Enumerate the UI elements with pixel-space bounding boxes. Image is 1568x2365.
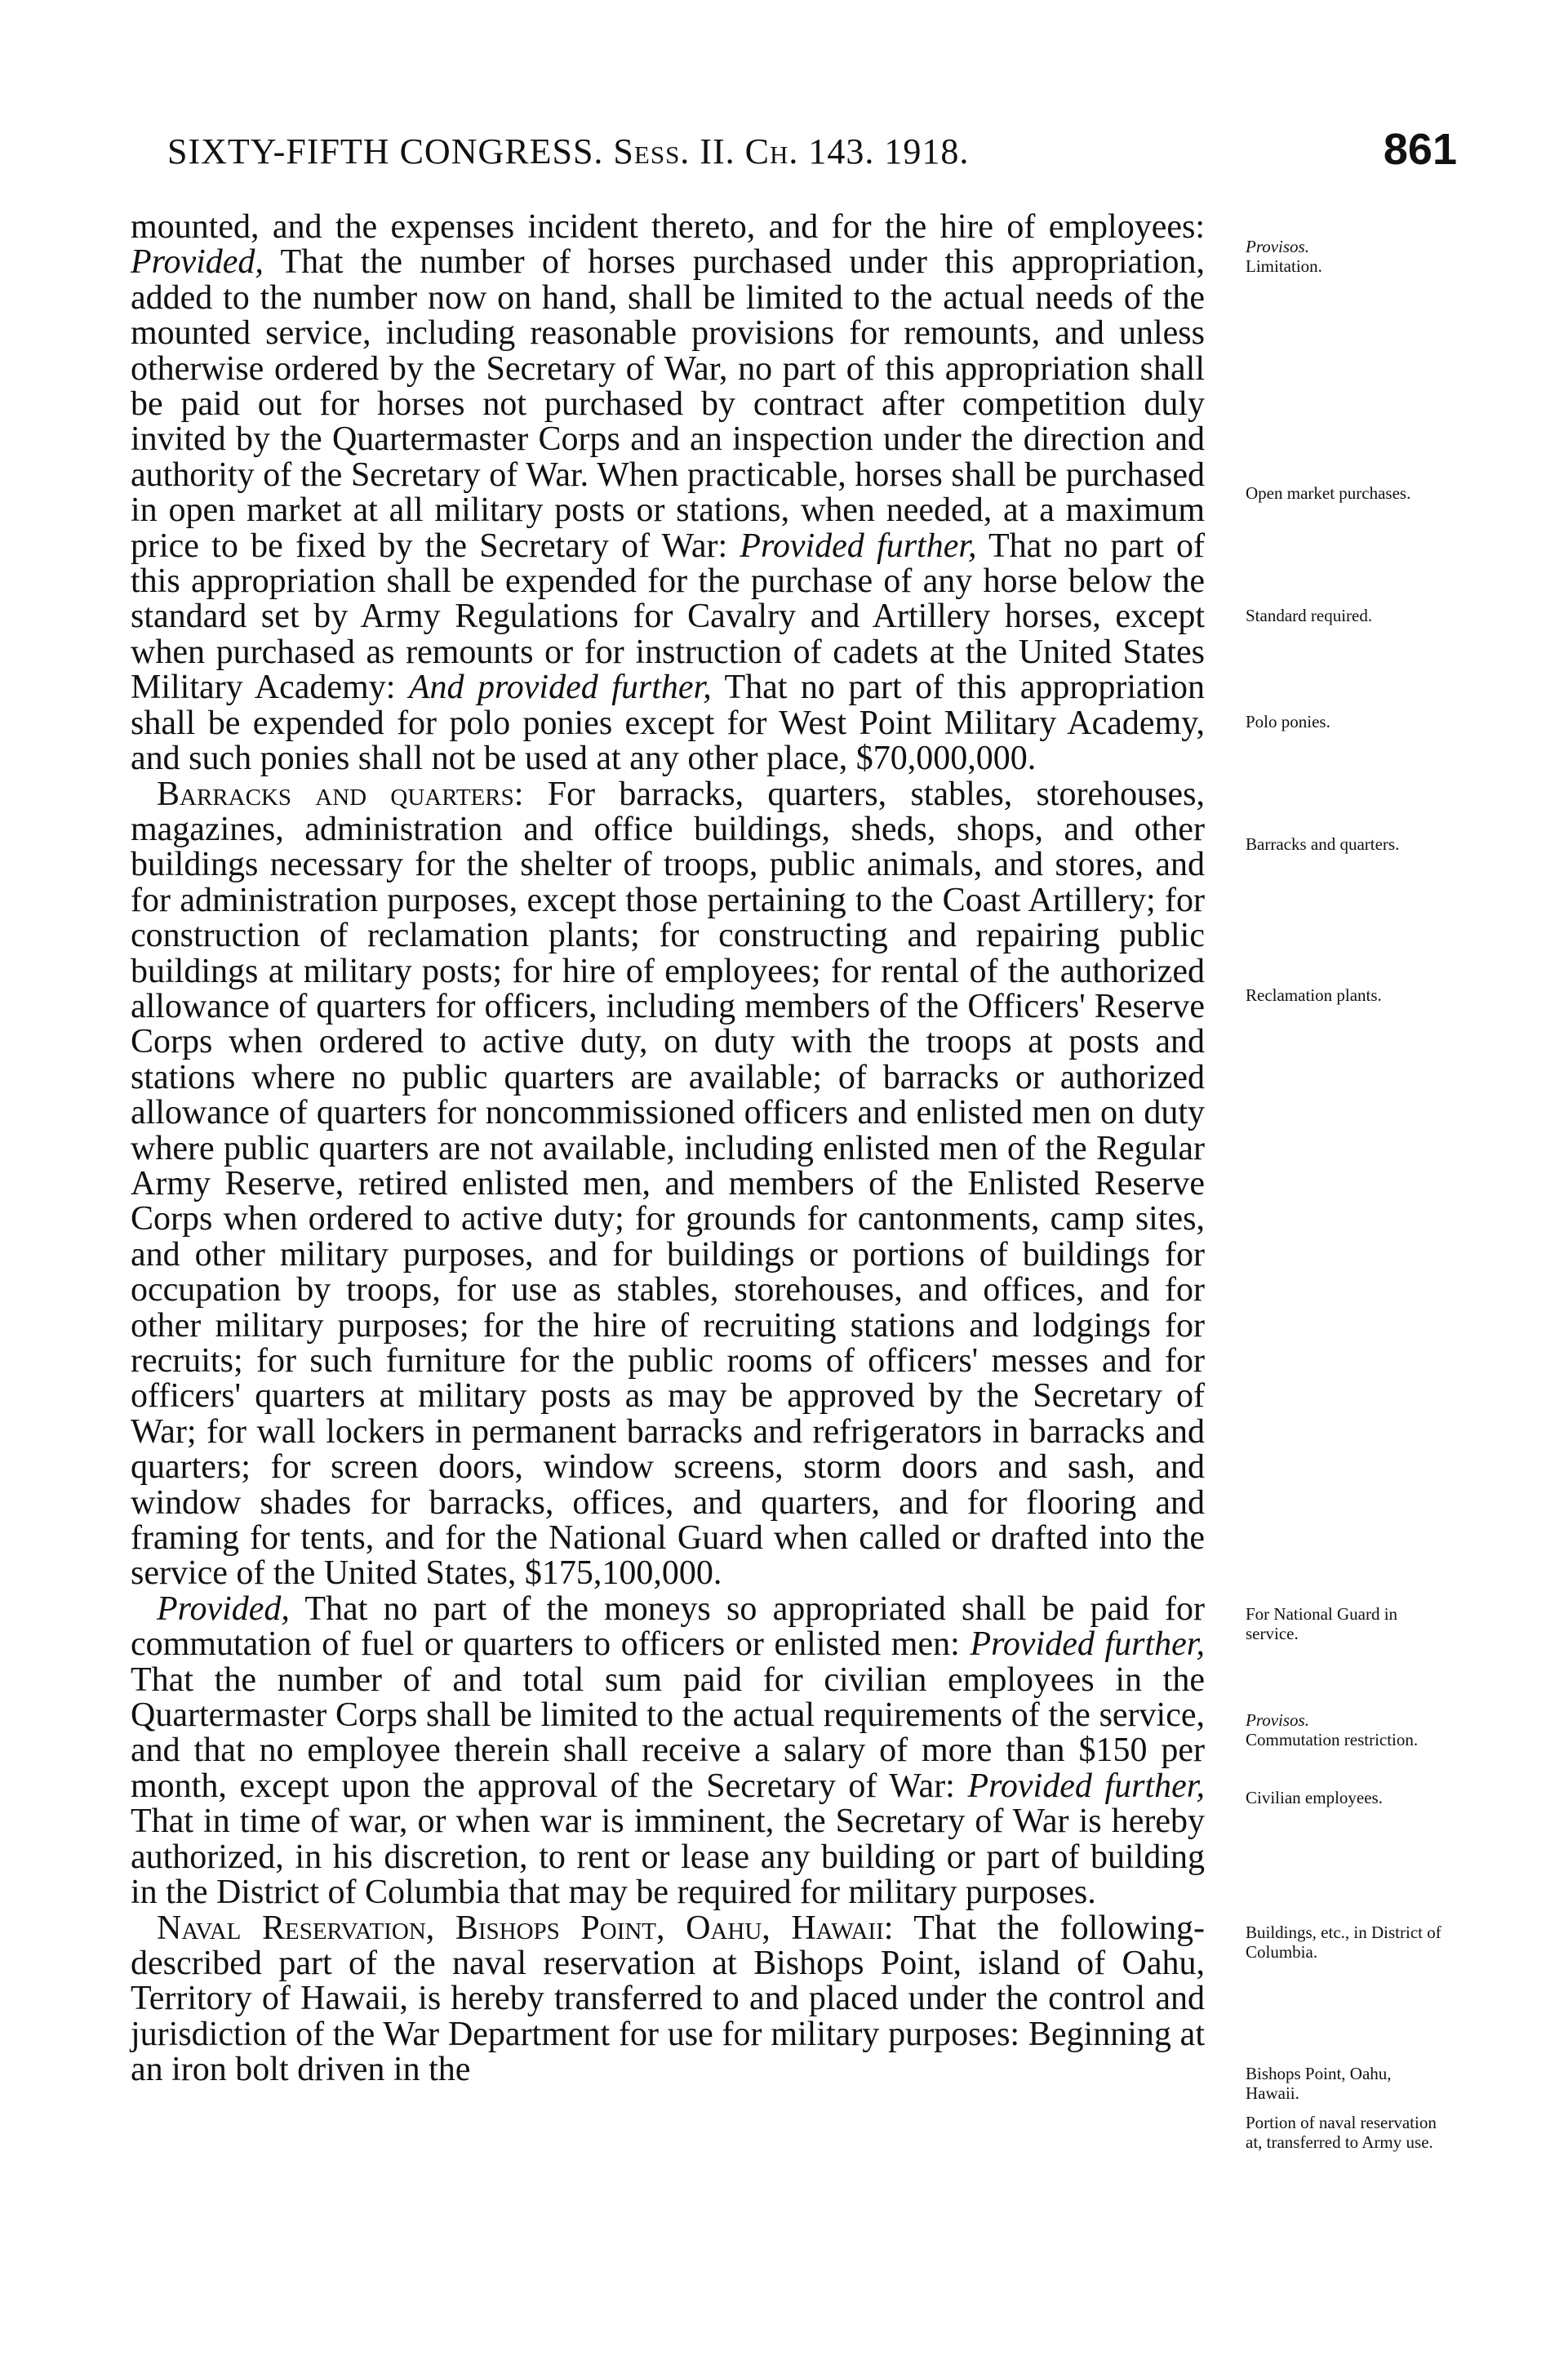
margin-note-civilian: Civilian employees. [1246, 1788, 1383, 1807]
proviso-keyword: Provided further, [970, 1625, 1205, 1664]
margin-note-polo: Polo ponies. [1246, 712, 1330, 731]
margin-note-reclamation: Reclamation plants. [1246, 985, 1382, 1005]
paragraph-provisos [131, 1589, 1205, 1912]
text-run: That no part of this appropriation shall be expended for the purchase of any horse below the standard set by Army Regulations for Cavalry and Artillery horses, except when purchased as remounts or for instruction of cadets at the United States Military Academy: [131, 527, 1205, 707]
text-run: That in time of war, or when war is imminent, the Secretary of War is hereby authorized, in his discretion, to rent or lease any building or part of building in the District of Columbia that may be required for military purposes. [131, 1803, 1205, 1912]
margin-note-standard: Standard required. [1246, 606, 1373, 625]
margin-note-open-market: Open market purchases. [1246, 483, 1411, 503]
section-heading: Naval Reservation, Bishops Point, Oahu, Hawaii: [157, 1909, 894, 1947]
section-heading: Barracks and quarters: [157, 775, 524, 813]
margin-note-barracks: Barracks and quarters. [1246, 834, 1400, 854]
proviso-keyword: Provided further, [967, 1767, 1205, 1805]
margin-note-text: Limitation. [1246, 256, 1322, 276]
page-number: 861 [1383, 125, 1457, 174]
statute-text [131, 210, 1205, 2088]
margin-note-bishops-point: Bishops Point, Oahu, Hawaii. [1246, 2064, 1392, 2103]
margin-note-heading: Provisos. [1246, 1710, 1309, 1730]
text-run: That no part of the moneys so appropriated shall be paid for commutation of fuel or quarters to officers or enlisted men: [131, 1589, 1205, 1664]
session-label: Sess. II. [613, 131, 735, 171]
paragraph-barracks [131, 777, 1205, 1592]
margin-note-national-guard: For National Guard in service. [1246, 1604, 1398, 1643]
congress-title: SIXTY-FIFTH CONGRESS. [167, 131, 604, 171]
proviso-keyword: And provided further, [408, 669, 712, 707]
margin-note-naval-transfer: Portion of naval reservation at, transferred to Army use. [1246, 2113, 1437, 2152]
paragraph-horses [131, 210, 1205, 777]
page-header [167, 125, 1457, 196]
chapter-label: Ch. 143. [744, 131, 875, 171]
margin-note-dc-buildings: Buildings, etc., in District of Columbia. [1246, 1923, 1441, 1962]
text-run: That no part of this appropriation shall be expended for polo ponies except for West Point Military Academy, and such ponies shall not be used at any other place, $70,000,000. [131, 669, 1205, 778]
text-run: mounted, and the expenses incident thereto, and for the hire of employees: [131, 208, 1205, 246]
proviso-keyword: Provided further, [740, 527, 977, 565]
running-head [167, 131, 969, 172]
text-run: That the following-described part of the naval reservation at Bishops Point, island of Oahu, Territory of Hawaii, is hereby transferred to and placed under the control and jurisdiction of the War Department for use for military purposes: Beginning at an iron bolt driven in the [131, 1909, 1205, 2089]
proviso-keyword: Provided, [131, 243, 264, 282]
text-run: For barracks, quarters, stables, storehouses, magazines, administration and office buildings, sheds, shops, and other buildings necessary for the shelter of troops, public animals, and stores, and for administration purposes, except those pertaining to the Coast Artillery; for construction of reclamation plants; for constructing and repairing public buildings at military posts; for hire of employees; for rental of the authorized allowance of quarters for officers, including members of the Officers' Reserve Corps when ordered to active duty, on duty with the troops at posts and stations where no public quarters are available; of barracks or authorized allowance of quarters for noncommissioned officers and enlisted men on duty where public quarters are not available, including enlisted men of the Regular Army Reserve, retired enlisted men, and members of the Enlisted Reserve Corps when ordered to active duty; for grounds for cantonments, camp sites, and other military purposes, and for buildings or portions of buildings for occupation by troops, for use as stables, storehouses, and offices, and for other military purposes; for the hire of recruiting stations and lodgings for recruits; for such furniture for the public rooms of officers' messes and for officers' quarters at military posts as may be approved by the Secretary of War; for wall lockers in permanent barracks and refrigerators in barracks and quarters; for screen doors, window screens, storm doors and sash, and window shades for barracks, offices, and quarters, and for flooring and framing for tents, and for the National Guard when called or drafted into the service of the United States, $175,100,000. [131, 775, 1206, 1593]
text-run: That the number of and total sum paid for civilian employees in the Quartermaster Corps shall be limited to the actual requirements of the service, and that no employee therein shall receive a salary of more than $150 per month, except upon the approval of the Secretary of War: [131, 1660, 1205, 1805]
margin-note-provisos-limitation [1246, 237, 1441, 276]
margin-note-heading: Provisos. [1246, 237, 1309, 256]
margin-note-text: Commutation restriction. [1246, 1730, 1419, 1749]
margin-note-commutation [1246, 1710, 1441, 1749]
year-label: 1918. [884, 131, 970, 171]
paragraph-naval-reservation [131, 1911, 1205, 2088]
text-run: That the number of horses purchased under this appropriation, added to the number now on hand, shall be limited to the actual needs of the mounted service, including reasonable provisions for remounts, and unless otherwise ordered by the Secretary of War, no part of this appropriation shall be paid out for horses not purchased by contract after competition duly invited by the Quartermaster Corps and an inspection under the direction and authority of the Secretary of War. When practicable, horses shall be purchased in open market at all military posts or stations, when needed, at a maximum price to be fixed by the Secretary of War: [131, 243, 1205, 565]
proviso-keyword: Provided, [157, 1589, 290, 1628]
